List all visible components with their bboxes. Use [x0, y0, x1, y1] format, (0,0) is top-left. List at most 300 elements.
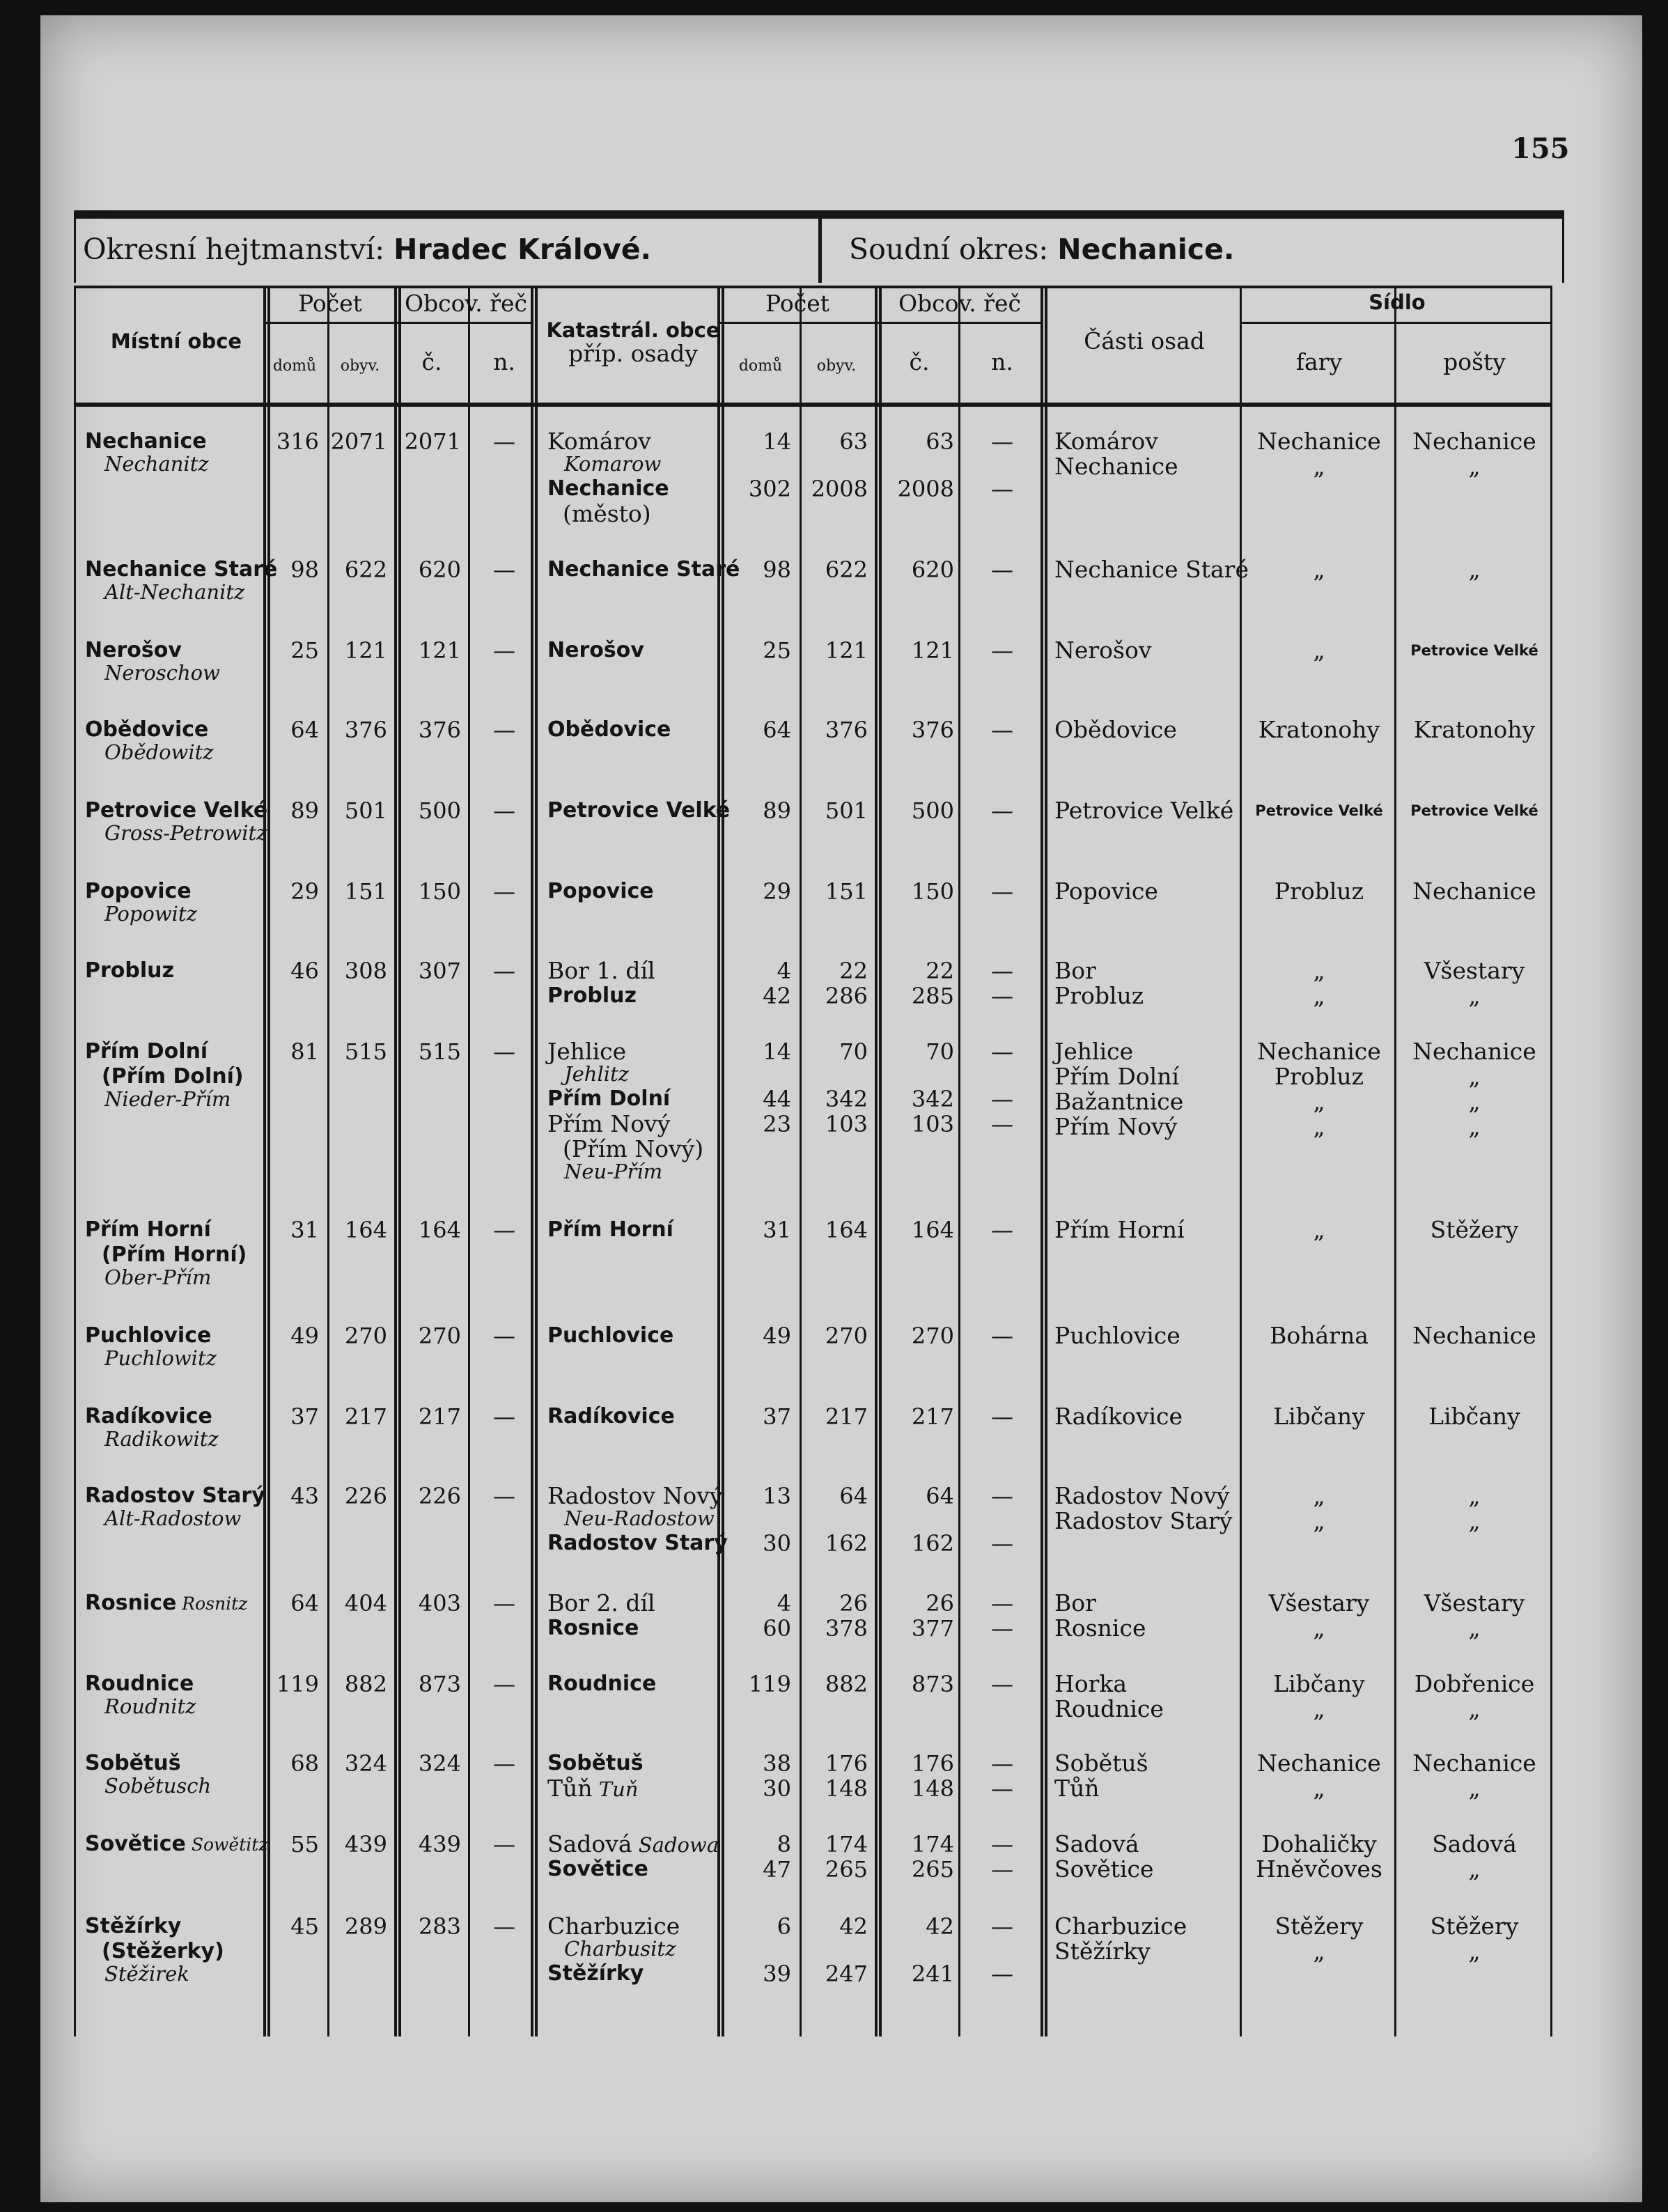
cadastral-german: —: [991, 1111, 1013, 1137]
german-speakers: —: [493, 1831, 515, 1857]
municipality-name: Rosnice Rosnitz: [85, 1591, 248, 1615]
cadastral-population: 22: [839, 958, 868, 984]
municipality-german-name: Gross-Petrowitz: [104, 821, 267, 845]
houses-count: 45: [290, 1913, 319, 1940]
settlement-part: Obědovice: [1054, 716, 1177, 743]
cadastral-houses: 38: [763, 1750, 791, 1777]
cadastral-german: —: [991, 556, 1013, 583]
german-speakers: —: [493, 797, 515, 824]
municipality-alt-name: (Stěžerky): [102, 1939, 224, 1963]
cadastral-sub: (město): [563, 500, 651, 527]
cadastral-population: 378: [825, 1615, 868, 1642]
settlement-part: Tůň: [1054, 1775, 1100, 1802]
municipality-german-name: Neroschow: [104, 661, 220, 685]
czech-speakers: 270: [418, 1323, 461, 1349]
cadastral-czech: 270: [911, 1323, 954, 1349]
cadastral-german: —: [991, 1323, 1013, 1349]
cadastral-name: Bor 1. díl: [547, 957, 655, 984]
cadastral-german: —: [991, 637, 1013, 664]
cadastral-german: —: [991, 1856, 1013, 1883]
soud-value: Nechanice.: [1057, 233, 1235, 266]
settlement-part: Jehlice: [1054, 1038, 1134, 1065]
houses-count: 68: [290, 1750, 319, 1777]
cadastral-houses: 44: [763, 1086, 791, 1112]
cadastral-name: Tůň Tuň: [547, 1775, 639, 1802]
cadastral-population: 217: [825, 1403, 868, 1430]
houses-count: 29: [290, 878, 319, 905]
german-speakers: —: [493, 556, 515, 583]
cadastral-houses: 37: [763, 1403, 791, 1430]
municipality-german-name: Rosnitz: [176, 1594, 248, 1614]
settlement-part: Nechanice: [1054, 453, 1178, 480]
population-count: 376: [344, 717, 387, 743]
cadastral-german: —: [991, 428, 1013, 455]
cadastral-population: 882: [825, 1671, 868, 1697]
cadastral-german-name: Charbusitz: [564, 1937, 676, 1961]
parish-seat: Libčany: [1273, 1670, 1365, 1697]
cadastral-population: 174: [825, 1831, 868, 1857]
cadastral-name: Radostov Nový: [547, 1482, 723, 1509]
district-header: [74, 210, 1564, 283]
cadastral-czech: 63: [926, 428, 954, 455]
col-pocet-2: Počet: [765, 290, 829, 317]
parish-seat: Nechanice: [1257, 1750, 1381, 1777]
cadastral-czech: 150: [911, 878, 954, 905]
col-domu-2: domů: [738, 357, 783, 375]
col-n: n.: [493, 348, 515, 375]
cadastral-name: Přím Nový: [547, 1110, 671, 1137]
cadastral-houses: 64: [763, 717, 791, 743]
cadastral-houses: 25: [763, 637, 791, 664]
col-sidlo: Sídlo: [1369, 290, 1426, 314]
cadastral-population: 103: [825, 1111, 868, 1137]
cadastral-houses: 49: [763, 1323, 791, 1349]
subheader-rule-right: [1240, 322, 1552, 324]
houses-count: 316: [276, 428, 319, 455]
population-count: 404: [344, 1590, 387, 1617]
cadastral-population: 286: [825, 983, 868, 1009]
cadastral-sub: (Přím Nový): [563, 1135, 704, 1162]
post-office-seat: Stěžery: [1430, 1913, 1519, 1940]
parish-seat: Petrovice Velké: [1255, 802, 1383, 819]
settlement-part: Puchlovice: [1054, 1322, 1180, 1349]
cadastral-name: Stěžírky: [547, 1961, 644, 1986]
municipality-german-name: Nieder-Přím: [104, 1087, 231, 1111]
settlement-part: Bor: [1054, 957, 1096, 984]
german-speakers: —: [493, 958, 515, 984]
parish-seat: „: [1313, 1216, 1325, 1243]
parish-seat: „: [1313, 1482, 1325, 1509]
column-rule: [394, 286, 397, 2036]
population-count: 217: [344, 1403, 387, 1430]
settlement-part: Přím Horní: [1054, 1216, 1185, 1243]
population-count: 324: [344, 1750, 387, 1777]
okres-label: Okresní hejtmanství:: [83, 233, 385, 266]
post-office-seat: Nechanice: [1412, 1750, 1536, 1777]
cadastral-name: Probluz: [547, 983, 637, 1008]
settlement-part: Probluz: [1054, 982, 1144, 1009]
cadastral-name: Roudnice: [547, 1672, 657, 1696]
cadastral-houses: 14: [763, 1038, 791, 1065]
municipality-name: Petrovice Velké: [85, 798, 268, 823]
czech-speakers: 283: [418, 1913, 461, 1940]
cadastral-houses: 30: [763, 1775, 791, 1802]
cadastral-czech: 873: [911, 1671, 954, 1697]
cadastral-czech: 217: [911, 1403, 954, 1430]
post-office-seat: Stěžery: [1430, 1216, 1519, 1243]
cadastral-name: Charbuzice: [547, 1913, 680, 1940]
houses-count: 46: [290, 958, 319, 984]
post-office-seat: „: [1468, 1507, 1481, 1534]
cadastral-czech: 174: [911, 1831, 954, 1857]
column-rule: [74, 286, 76, 2036]
population-count: 289: [344, 1913, 387, 1940]
cadastral-population: 247: [825, 1961, 868, 1987]
post-office-seat: Petrovice Velké: [1410, 642, 1538, 659]
municipality-german-name: Roudnitz: [104, 1695, 196, 1718]
parish-seat: Všestary: [1268, 1589, 1370, 1617]
cadastral-czech: 121: [911, 637, 954, 664]
settlement-part: Stěžírky: [1054, 1938, 1151, 1965]
post-office-seat: Nechanice: [1412, 1322, 1536, 1349]
german-speakers: —: [493, 878, 515, 905]
cadastral-czech: 265: [911, 1856, 954, 1883]
parish-seat: „: [1313, 1775, 1325, 1802]
col-mistni-obce: Místní obce: [110, 329, 242, 353]
parish-seat: Hněvčoves: [1256, 1855, 1382, 1883]
post-office-seat: Dobřenice: [1414, 1670, 1535, 1697]
cadastral-name: Přím Horní: [547, 1217, 673, 1242]
col-n-2: n.: [991, 348, 1013, 375]
municipality-german-name: Radikowitz: [104, 1427, 219, 1451]
houses-count: 43: [290, 1483, 319, 1509]
parish-seat: „: [1313, 453, 1325, 480]
cadastral-german: —: [991, 983, 1013, 1009]
col-obyv: obyv.: [340, 357, 380, 375]
cadastral-german-name: Sadowa: [632, 1833, 719, 1857]
cadastral-german: —: [991, 1086, 1013, 1112]
municipality-name: Radostov Starý: [85, 1483, 265, 1508]
cadastral-houses: 29: [763, 878, 791, 905]
cadastral-population: 148: [825, 1775, 868, 1802]
col-c: č.: [421, 348, 442, 375]
cadastral-houses: 4: [777, 958, 791, 984]
cadastral-czech: 176: [911, 1750, 954, 1777]
cadastral-german: —: [991, 1671, 1013, 1697]
cadastral-houses: 89: [763, 797, 791, 824]
population-count: 121: [344, 637, 387, 664]
population-count: 622: [344, 556, 387, 583]
post-office-seat: „: [1468, 1775, 1481, 1802]
population-count: 270: [344, 1323, 387, 1349]
column-rule: [1394, 286, 1396, 2036]
post-office-seat: „: [1468, 1614, 1481, 1642]
post-office-seat: „: [1468, 1088, 1481, 1115]
cadastral-czech: 500: [911, 797, 954, 824]
cadastral-name: Bor 2. díl: [547, 1589, 655, 1617]
houses-count: 49: [290, 1323, 319, 1349]
post-office-seat: „: [1468, 1695, 1481, 1722]
cadastral-name: Radíkovice: [547, 1404, 675, 1428]
czech-speakers: 150: [418, 878, 461, 905]
cadastral-czech: 42: [926, 1913, 954, 1940]
cadastral-houses: 31: [763, 1217, 791, 1243]
czech-speakers: 307: [418, 958, 461, 984]
cadastral-czech: 22: [926, 958, 954, 984]
parish-seat: „: [1313, 1507, 1325, 1534]
czech-speakers: 500: [418, 797, 461, 824]
cadastral-german: —: [991, 717, 1013, 743]
post-office-seat: Libčany: [1428, 1403, 1520, 1430]
post-office-seat: „: [1468, 1063, 1481, 1090]
german-speakers: —: [493, 1590, 515, 1617]
settlement-part: Přím Dolní: [1054, 1063, 1180, 1090]
parish-seat: Probluz: [1274, 878, 1364, 905]
cadastral-czech: 377: [911, 1615, 954, 1642]
houses-count: 119: [276, 1671, 319, 1697]
parish-seat: Libčany: [1273, 1403, 1365, 1430]
cadastral-population: 121: [825, 637, 868, 664]
header-divider: [818, 219, 822, 283]
german-speakers: —: [493, 1913, 515, 1940]
municipality-name: Sovětice Sowětitz: [85, 1832, 268, 1856]
post-office-seat: Všestary: [1424, 957, 1525, 984]
subheader-rule-mid: [717, 322, 1042, 324]
czech-speakers: 873: [418, 1671, 461, 1697]
german-speakers: —: [493, 637, 515, 664]
population-count: 2071: [330, 428, 387, 455]
municipality-name: Popovice: [85, 879, 192, 903]
cadastral-houses: 98: [763, 556, 791, 583]
czech-speakers: 226: [418, 1483, 461, 1509]
cadastral-german: —: [991, 1530, 1013, 1557]
cadastral-name: Jehlice: [547, 1038, 627, 1065]
municipality-german-name: Sowětitz: [185, 1835, 268, 1855]
municipality-german-name: Ober-Přím: [104, 1265, 212, 1289]
cadastral-german: —: [991, 797, 1013, 824]
settlement-part: Nechanice Staré: [1054, 556, 1249, 583]
cadastral-population: 176: [825, 1750, 868, 1777]
cadastral-czech: 2008: [897, 476, 954, 502]
cadastral-name: Komárov: [547, 428, 651, 455]
cadastral-population: 501: [825, 797, 868, 824]
houses-count: 25: [290, 637, 319, 664]
cadastral-name: Popovice: [547, 879, 654, 903]
municipality-german-name: Puchlowitz: [104, 1346, 217, 1370]
municipality-german-name: Alt-Nechanitz: [104, 580, 245, 604]
cadastral-name: Petrovice Velké: [547, 798, 731, 823]
col-katastr-2: příp. osady: [568, 340, 698, 367]
settlement-part: Nerošov: [1054, 637, 1152, 664]
parish-seat: Dohaličky: [1261, 1830, 1377, 1857]
cadastral-population: 270: [825, 1323, 868, 1349]
municipality-german-name: Stěžirek: [104, 1962, 189, 1986]
cadastral-name: Sovětice: [547, 1857, 648, 1881]
cadastral-houses: 42: [763, 983, 791, 1009]
cadastral-population: 70: [839, 1038, 868, 1065]
page-number: 155: [1511, 132, 1570, 165]
german-speakers: —: [493, 717, 515, 743]
parish-seat: „: [1313, 556, 1325, 583]
cadastral-houses: 30: [763, 1530, 791, 1557]
post-office-seat: „: [1468, 1938, 1481, 1965]
settlement-part: Sadová: [1054, 1830, 1139, 1857]
cadastral-name: Přím Dolní: [547, 1086, 671, 1111]
population-count: 164: [344, 1217, 387, 1243]
post-office-seat: Všestary: [1424, 1589, 1525, 1617]
municipality-german-name: Popowitz: [104, 902, 197, 926]
municipality-name: Roudnice: [85, 1672, 194, 1696]
cadastral-german-name: Jehlitz: [564, 1062, 629, 1086]
cadastral-name: Puchlovice: [547, 1323, 674, 1348]
municipality-name: Probluz: [85, 958, 174, 983]
post-office-seat: Sadová: [1432, 1830, 1517, 1857]
column-rule: [468, 286, 470, 2036]
cadastral-czech: 164: [911, 1217, 954, 1243]
parish-seat: Stěžery: [1275, 1913, 1364, 1940]
parish-seat: Nechanice: [1257, 1038, 1381, 1065]
post-office-seat: Nechanice: [1412, 878, 1536, 905]
cadastral-german: —: [991, 1913, 1013, 1940]
cadastral-name: Nerošov: [547, 638, 644, 662]
cadastral-german: —: [991, 1961, 1013, 1987]
col-c-2: č.: [909, 348, 930, 375]
cadastral-czech: 376: [911, 717, 954, 743]
cadastral-population: 63: [839, 428, 868, 455]
czech-speakers: 439: [418, 1831, 461, 1857]
parish-seat: „: [1313, 637, 1325, 664]
german-speakers: —: [493, 1483, 515, 1509]
municipality-alt-name: (Přím Dolní): [102, 1064, 244, 1089]
post-office-seat: Kratonohy: [1413, 716, 1536, 743]
cadastral-german: —: [991, 1750, 1013, 1777]
cadastral-population: 342: [825, 1086, 868, 1112]
settlement-part: Bor: [1054, 1589, 1096, 1617]
column-rule: [875, 286, 878, 2036]
cadastral-czech: 241: [911, 1961, 954, 1987]
german-speakers: —: [493, 1671, 515, 1697]
czech-speakers: 217: [418, 1403, 461, 1430]
post-office-seat: „: [1468, 1482, 1481, 1509]
cadastral-czech: 162: [911, 1530, 954, 1557]
cadastral-german-name: Tuň: [592, 1777, 639, 1801]
cadastral-name: Nechanice Staré: [547, 557, 740, 582]
houses-count: 37: [290, 1403, 319, 1430]
settlement-part: Horka: [1054, 1670, 1128, 1697]
population-count: 501: [344, 797, 387, 824]
post-office-seat: „: [1468, 982, 1481, 1009]
czech-speakers: 620: [418, 556, 461, 583]
german-speakers: —: [493, 428, 515, 455]
cadastral-houses: 14: [763, 428, 791, 455]
municipality-german-name: Alt-Radostow: [104, 1506, 242, 1530]
municipality-name: Přím Dolní: [85, 1039, 208, 1064]
post-office-seat: „: [1468, 453, 1481, 480]
cadastral-population: 42: [839, 1913, 868, 1940]
cadastral-czech: 64: [926, 1483, 954, 1509]
cadastral-german: —: [991, 476, 1013, 502]
houses-count: 64: [290, 717, 319, 743]
german-speakers: —: [493, 1323, 515, 1349]
cadastral-german: —: [991, 1403, 1013, 1430]
cadastral-name: Obědovice: [547, 717, 671, 742]
municipality-name: Stěžírky: [85, 1914, 182, 1938]
czech-speakers: 2071: [404, 428, 461, 455]
settlement-part: Sovětice: [1054, 1855, 1154, 1883]
settlement-part: Radostov Starý: [1054, 1507, 1233, 1534]
cadastral-name: Radostov Starý: [547, 1531, 728, 1555]
cadastral-czech: 103: [911, 1111, 954, 1137]
parish-seat: „: [1313, 1695, 1325, 1722]
municipality-name: Přím Horní: [85, 1217, 211, 1242]
cadastral-houses: 39: [763, 1961, 791, 1987]
settlement-part: Bažantnice: [1054, 1088, 1184, 1115]
cadastral-german: —: [991, 1775, 1013, 1802]
parish-seat: „: [1313, 1113, 1325, 1140]
cadastral-houses: 47: [763, 1856, 791, 1883]
houses-count: 81: [290, 1038, 319, 1065]
german-speakers: —: [493, 1217, 515, 1243]
municipality-alt-name: (Přím Horní): [102, 1243, 247, 1267]
cadastral-houses: 119: [748, 1671, 791, 1697]
cadastral-german-name: Neu-Přím: [564, 1160, 663, 1183]
cadastral-german: —: [991, 1615, 1013, 1642]
czech-speakers: 164: [418, 1217, 461, 1243]
post-office-seat: Nechanice: [1412, 1038, 1536, 1065]
cadastral-german: —: [991, 958, 1013, 984]
czech-speakers: 376: [418, 717, 461, 743]
houses-count: 98: [290, 556, 319, 583]
municipality-name: Nerošov: [85, 638, 182, 662]
cadastral-name: Sobětuš: [547, 1751, 644, 1775]
post-office-seat: „: [1468, 556, 1481, 583]
population-count: 439: [344, 1831, 387, 1857]
parish-seat: „: [1313, 982, 1325, 1009]
settlement-part: Charbuzice: [1054, 1913, 1187, 1940]
cadastral-houses: 302: [748, 476, 791, 502]
settlement-part: Přím Nový: [1054, 1113, 1178, 1140]
population-count: 151: [344, 878, 387, 905]
settlement-part: Petrovice Velké: [1054, 797, 1234, 824]
cadastral-name: Sadová Sadowa: [547, 1830, 719, 1857]
population-count: 515: [344, 1038, 387, 1065]
cadastral-german: —: [991, 1483, 1013, 1509]
parish-seat: Bohárna: [1270, 1322, 1369, 1349]
col-domu: domů: [272, 357, 317, 375]
cadastral-name: Nechanice: [547, 476, 669, 501]
post-office-seat: Nechanice: [1412, 428, 1536, 455]
cadastral-population: 164: [825, 1217, 868, 1243]
subheader-rule-left: [263, 322, 533, 324]
settlement-part: Komárov: [1054, 428, 1158, 455]
parish-seat: Kratonohy: [1258, 716, 1380, 743]
settlement-part: Sobětuš: [1054, 1750, 1148, 1777]
cadastral-population: 376: [825, 717, 868, 743]
cadastral-german: —: [991, 1038, 1013, 1065]
cadastral-german: —: [991, 1831, 1013, 1857]
col-fary: fary: [1295, 348, 1343, 375]
czech-speakers: 515: [418, 1038, 461, 1065]
settlement-part: Roudnice: [1054, 1695, 1164, 1722]
cadastral-population: 64: [839, 1483, 868, 1509]
population-count: 226: [344, 1483, 387, 1509]
parish-seat: Probluz: [1274, 1063, 1364, 1090]
municipality-name: Nechanice: [85, 429, 207, 453]
post-office-seat: „: [1468, 1113, 1481, 1140]
post-office-seat: Petrovice Velké: [1410, 802, 1538, 819]
cadastral-houses: 60: [763, 1615, 791, 1642]
cadastral-houses: 6: [777, 1913, 791, 1940]
